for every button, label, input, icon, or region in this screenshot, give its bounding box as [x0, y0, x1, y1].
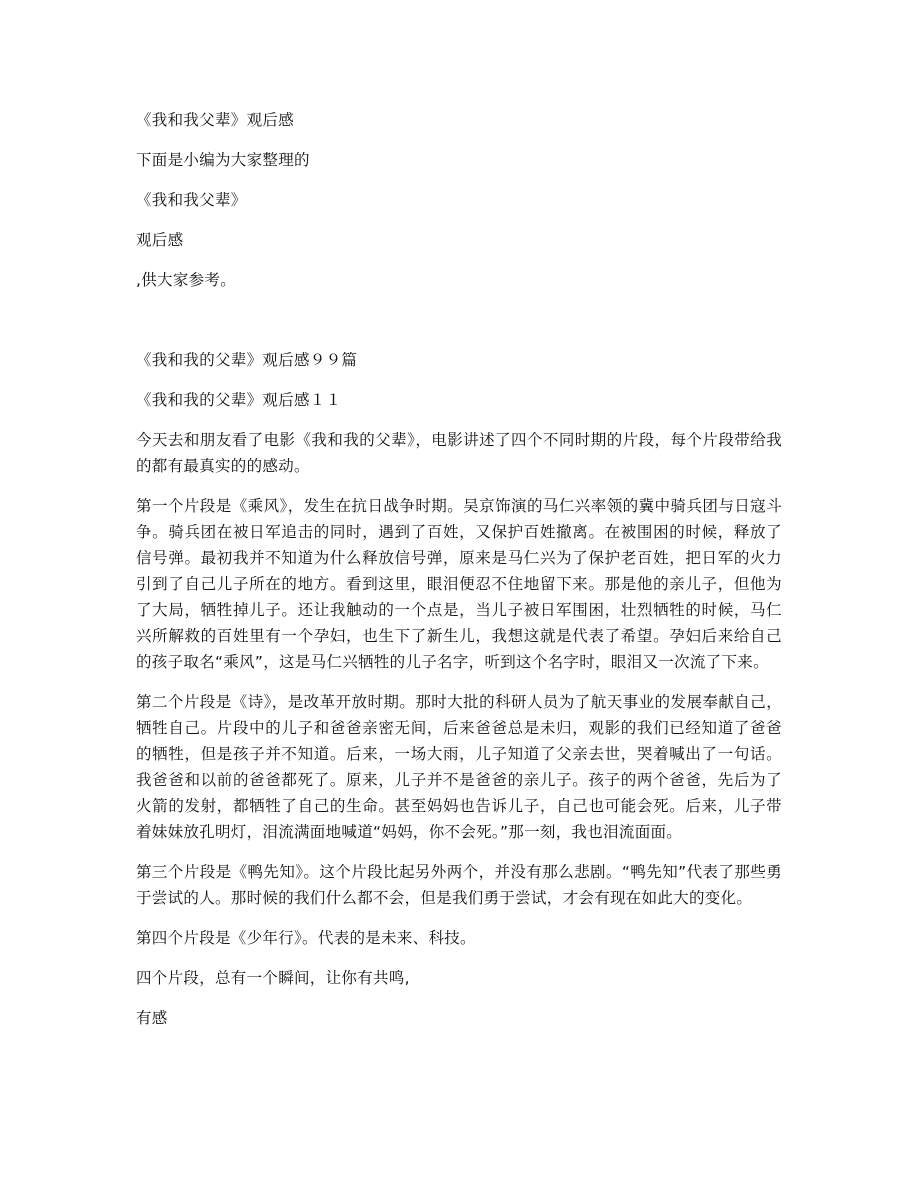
section-title: 《我和我的父辈》观后感９９篇 [136, 351, 358, 369]
doc-title: 《我和我父辈》观后感 [136, 111, 295, 129]
intro-line: 《我和我父辈》 [136, 191, 247, 209]
intro-line: 下面是小编为大家整理的 [136, 151, 310, 169]
body-paragraph: 第三个片段是《鸭先知》。这个片段比起另外两个，并没有那么悲剧。“鸭先知”代表了那些勇于尝试的人。那时候的我们什么都不会，但是我们勇于尝试，才会有现在如此大的变化。 [136, 863, 782, 907]
intro-line: 观后感 [136, 231, 184, 249]
body-paragraph: 第一个片段是《乘风》，发生在抗日战争时期。吴京饰演的马仁兴率领的冀中骑兵团与日寇斗争。骑兵团在被日军追击的同时，遇到了百姓，又保护百姓撤离。在被围困的时候，释放了信号弹。最初我并不知道为什么释放信号弹，原来是马仁兴为了保护老百姓，把日军的火力引到了自己儿子所在的地方。看到这里，眼泪便忍不住地留下来。那是他的亲儿子，但他为了大局，牺牲掉儿子。还让我触动的一个点是，当儿子被日军围困，壮烈牺牲的时候，马仁兴所解救的百姓里有一个孕妇，也生下了新生儿，我想这就是代表了希望。孕妇后来给自己的孩子取名“乘风”，这是马仁兴牺牲的儿子名字，听到这个名字时，眼泪又一次流了下来。 [136, 497, 782, 671]
document-page [136, 107, 782, 1045]
body-paragraph: 今天去和朋友看了电影《我和我的父辈》，电影讲述了四个不同时期的片段，每个片段带给我的都有最真实的的感动。 [136, 431, 782, 475]
body-paragraph: 四个片段，总有一个瞬间，让你有共鸣, [136, 969, 410, 987]
intro-line: ,供大家参考。 [136, 271, 237, 289]
body-paragraph: 有感 [136, 1009, 168, 1027]
body-paragraph: 第二个片段是《诗》，是改革开放时期。那时大批的科研人员为了航天事业的发展奉献自己，牺牲自己。片段中的儿子和爸爸亲密无间，后来爸爸总是未归，观影的我们已经知道了爸爸的牺牲，但是孩子并不知道。后来，一场大雨，儿子知道了父亲去世，哭着喊出了一句话。我爸爸和以前的爸爸都死了。原来，儿子并不是爸爸的亲儿子。孩子的两个爸爸，先后为了火箭的发射，都牺牲了自己的生命。甚至妈妈也告诉儿子，自己也可能会死。后来，儿子带着妹妹放孔明灯，泪流满面地喊道“妈妈，你不会死。”那一刻，我也泪流面面。 [136, 693, 782, 841]
article-title: 《我和我的父辈》观后感１１ [136, 391, 342, 409]
body-paragraph: 第四个片段是《少年行》。代表的是未来、科技。 [136, 929, 476, 947]
section-spacer [136, 307, 782, 347]
